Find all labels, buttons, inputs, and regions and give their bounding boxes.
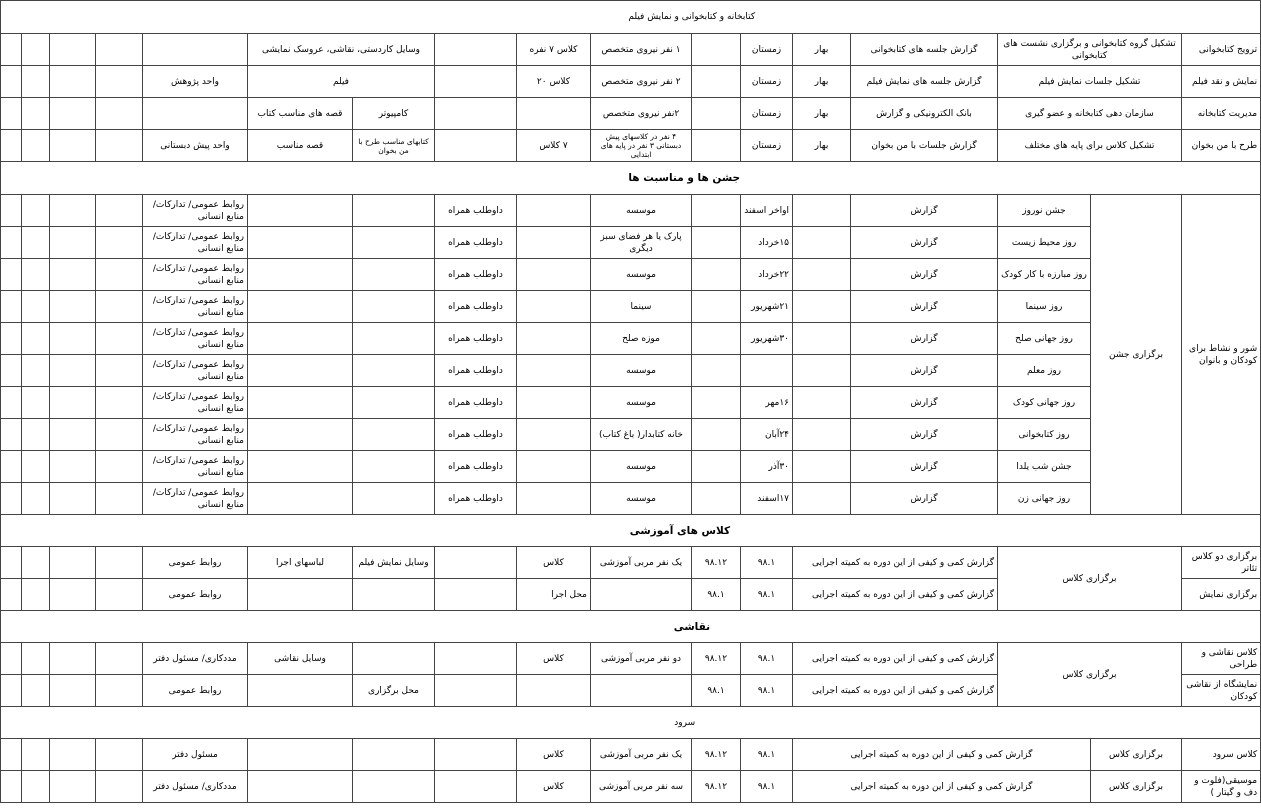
event-name-cell: روز کتابخوانی	[998, 419, 1091, 451]
volunteer-cell: داوطلب همراه	[435, 195, 517, 227]
classes-action-cell: برگزاری کلاس	[998, 547, 1182, 611]
activity-cell: تشکیل کلاس برای پایه های مختلف	[998, 130, 1182, 162]
end-date-cell: ۹۸.۱	[692, 579, 741, 611]
title-cell: برگزاری نمایش	[1182, 579, 1261, 611]
table-row	[1, 739, 1261, 771]
event-name-cell: روز مبارزه با کار کودک	[998, 259, 1091, 291]
start-date-cell: ۹۸.۱	[741, 771, 793, 803]
event-name-cell: روز محیط زیست	[998, 227, 1091, 259]
report-cell: گزارش کمی و کیفی از این دوره به کمیته اجرایی	[793, 643, 998, 675]
report-cell: گزارش کمی و کیفی از این دوره به کمیته اجرایی	[793, 579, 998, 611]
event-name-cell: روز جهانی صلح	[998, 323, 1091, 355]
resources-cell: وسایل کاردستی، نقاشی، عروسک نمایشی	[248, 34, 435, 66]
event-name-cell: جشن نوروز	[998, 195, 1091, 227]
volunteer-cell: داوطلب همراه	[435, 323, 517, 355]
section-title-music: سرود	[1, 707, 1261, 739]
place-cell: موسسه	[591, 451, 692, 483]
report-cell: گزارش کمی و کیفی از این دوره به کمیته اجرایی	[793, 771, 1091, 803]
painting-action-cell: برگزاری کلاس	[998, 643, 1182, 707]
venue-cell: کلاس	[517, 547, 591, 579]
title-cell: کلاس نقاشی و طراحی	[1182, 643, 1261, 675]
venue-cell: کلاس	[517, 771, 591, 803]
unit-cell: واحد پژوهش	[143, 66, 248, 98]
title-cell: نمایشگاه از نقاشی کودکان	[1182, 675, 1261, 707]
extra-cell: کامپیوتر	[353, 98, 435, 130]
resource-cell	[353, 643, 435, 675]
place-cell: موسسه	[591, 355, 692, 387]
season-cell: بهار	[793, 34, 851, 66]
resources-cell: قصه های مناسب کتاب	[248, 98, 353, 130]
responsible-cell: روابط عمومی/ تدارکات/ منابع انسانی	[143, 323, 248, 355]
place-cell: سینما	[591, 291, 692, 323]
responsible-cell: روابط عمومی	[143, 675, 248, 707]
section-header-row	[1, 162, 1261, 195]
venue-cell: کلاس	[517, 739, 591, 771]
section-title-classes: کلاس های آموزشی	[1, 515, 1261, 547]
report-cell: گزارش	[851, 291, 998, 323]
event-name-cell: روز جهانی کودک	[998, 387, 1091, 419]
unit-cell	[143, 34, 248, 66]
staff-cell: ۴ نفر در کلاسهای پیش دبستانی ۳ نفر در پایه های ابتدایی	[591, 130, 692, 162]
start-date-cell: ۹۸.۱	[741, 675, 793, 707]
output-cell: گزارش جلسه های نمایش فیلم	[851, 66, 998, 98]
responsible-cell: روابط عمومی/ تدارکات/ منابع انسانی	[143, 419, 248, 451]
volunteer-cell: داوطلب همراه	[435, 227, 517, 259]
responsible-cell: روابط عمومی	[143, 579, 248, 611]
unit-cell: واحد پیش دبستانی	[143, 130, 248, 162]
venue-cell	[517, 675, 591, 707]
volunteer-cell: داوطلب همراه	[435, 259, 517, 291]
place-cell: موسسه	[591, 387, 692, 419]
audience-cell: ۷ کلاس	[517, 130, 591, 162]
report-cell: گزارش کمی و کیفی از این دوره به کمیته اجرایی	[793, 739, 1091, 771]
resources-cell: فیلم	[248, 66, 435, 98]
event-name-cell: روز سینما	[998, 291, 1091, 323]
audience-cell: کلاس ۷ نفره	[517, 34, 591, 66]
section-title-library: کتابخانه و کتابخوانی و نمایش فیلم	[1, 1, 1261, 34]
resource-cell: وسایل نمایش فیلم	[353, 547, 435, 579]
staff-cell	[591, 675, 692, 707]
activity-cell: تشکیل گروه کتابخوانی و برگزاری نشست های کتابخوانی	[998, 34, 1182, 66]
responsible-cell: مسئول دفتر	[143, 739, 248, 771]
place-cell: خانه کتابدار( باغ کتاب)	[591, 419, 692, 451]
audience-cell: کلاس ۲۰	[517, 66, 591, 98]
season-cell: زمستان	[741, 130, 793, 162]
table-row	[1, 547, 1261, 579]
responsible-cell: روابط عمومی/ تدارکات/ منابع انسانی	[143, 387, 248, 419]
place-cell: موسسه	[591, 259, 692, 291]
table-row	[1, 771, 1261, 803]
resource-cell	[248, 675, 353, 707]
report-cell: گزارش کمی و کیفی از این دوره به کمیته اجرایی	[793, 675, 998, 707]
date-cell: اواخر اسفند	[741, 195, 793, 227]
staff-cell: ۱ نفر نیروی متخصص	[591, 34, 692, 66]
table-row	[1, 643, 1261, 675]
date-cell: ۲۴آبان	[741, 419, 793, 451]
table-row	[1, 34, 1261, 66]
extra-cell	[435, 34, 517, 66]
output-cell: بانک الکترونیکی و گزارش	[851, 98, 998, 130]
extra-cell: کتابهای مناسب طرح با من بخوان	[353, 130, 435, 162]
table-row	[1, 291, 1261, 323]
responsible-cell: روابط عمومی/ تدارکات/ منابع انسانی	[143, 451, 248, 483]
section-title-events: جشن ها و مناسبت ها	[1, 162, 1261, 195]
resource-cell	[353, 579, 435, 611]
table-row	[1, 323, 1261, 355]
events-goal-cell: شور و نشاط برای کودکان و بانوان	[1182, 195, 1261, 515]
table-row	[1, 483, 1261, 515]
section-title-painting: نقاشی	[1, 611, 1261, 643]
season-cell: بهار	[793, 98, 851, 130]
date-cell: ۲۲خرداد	[741, 259, 793, 291]
report-cell: گزارش	[851, 227, 998, 259]
season-cell: بهار	[793, 130, 851, 162]
start-date-cell: ۹۸.۱	[741, 579, 793, 611]
event-name-cell: روز معلم	[998, 355, 1091, 387]
output-cell: گزارش جلسات با من بخوان	[851, 130, 998, 162]
title-cell: برگزاری دو کلاس تئاتر	[1182, 547, 1261, 579]
table-row	[1, 419, 1261, 451]
place-cell: موسسه	[591, 483, 692, 515]
responsible-cell: روابط عمومی/ تدارکات/ منابع انسانی	[143, 483, 248, 515]
section-header-row	[1, 611, 1261, 643]
responsible-cell: روابط عمومی/ تدارکات/ منابع انسانی	[143, 195, 248, 227]
staff-cell: یک نفر مربی آموزشی	[591, 739, 692, 771]
end-date-cell: ۹۸.۱۲	[692, 643, 741, 675]
report-cell: گزارش	[851, 355, 998, 387]
report-cell: گزارش	[851, 259, 998, 291]
staff-cell: یک نفر مربی آموزشی	[591, 547, 692, 579]
volunteer-cell: داوطلب همراه	[435, 355, 517, 387]
volunteer-cell: داوطلب همراه	[435, 483, 517, 515]
table-row	[1, 98, 1261, 130]
action-cell: برگزاری کلاس	[1091, 771, 1182, 803]
title-cell: کلاس سرود	[1182, 739, 1261, 771]
season-cell: زمستان	[741, 66, 793, 98]
title-cell: موسیقی(فلوت و دف و گیتار )	[1182, 771, 1261, 803]
date-cell: ۳۰شهریور	[741, 323, 793, 355]
report-cell: گزارش	[851, 419, 998, 451]
end-date-cell: ۹۸.۱۲	[692, 547, 741, 579]
volunteer-cell: داوطلب همراه	[435, 419, 517, 451]
resource-cell	[248, 579, 353, 611]
report-cell: گزارش	[851, 483, 998, 515]
end-date-cell: ۹۸.۱۲	[692, 739, 741, 771]
table-row	[1, 66, 1261, 98]
table-row	[1, 259, 1261, 291]
table-row	[1, 227, 1261, 259]
section-header-row	[1, 515, 1261, 547]
report-cell: گزارش کمی و کیفی از این دوره به کمیته اجرایی	[793, 547, 998, 579]
title-cell: مدیریت کتابخانه	[1182, 98, 1261, 130]
report-cell: گزارش	[851, 387, 998, 419]
resource-cell: لباسهای اجرا	[248, 547, 353, 579]
date-cell	[741, 355, 793, 387]
event-name-cell: جشن شب یلدا	[998, 451, 1091, 483]
volunteer-cell: داوطلب همراه	[435, 291, 517, 323]
date-cell: ۱۵خرداد	[741, 227, 793, 259]
volunteer-cell: داوطلب همراه	[435, 387, 517, 419]
event-name-cell: روز جهانی زن	[998, 483, 1091, 515]
start-date-cell: ۹۸.۱	[741, 547, 793, 579]
activity-cell: تشکیل جلسات نمایش فیلم	[998, 66, 1182, 98]
place-cell: موزه صلح	[591, 323, 692, 355]
extra-cell	[435, 66, 517, 98]
resources-cell: قصه مناسب	[248, 130, 353, 162]
report-cell: گزارش	[851, 195, 998, 227]
place-cell: پارک یا هر فضای سبز دیگری	[591, 227, 692, 259]
table-row	[1, 355, 1261, 387]
responsible-cell: مددکاری/ مسئول دفتر	[143, 643, 248, 675]
title-cell: ترویج کتابخوانی	[1182, 34, 1261, 66]
activity-cell: سازمان دهی کتابخانه و عضو گیری	[998, 98, 1182, 130]
end-date-cell: ۹۸.۱۲	[692, 771, 741, 803]
volunteer-cell: داوطلب همراه	[435, 451, 517, 483]
end-date-cell: ۹۸.۱	[692, 675, 741, 707]
section-header-row	[1, 1, 1261, 34]
date-cell: ۱۷اسفند	[741, 483, 793, 515]
events-action-cell: برگزاری جشن	[1091, 195, 1182, 515]
table-row	[1, 387, 1261, 419]
resource-cell: محل برگزاری	[353, 675, 435, 707]
staff-cell: ۲ نفر نیروی متخصص	[591, 66, 692, 98]
section-header-row	[1, 707, 1261, 739]
responsible-cell: روابط عمومی/ تدارکات/ منابع انسانی	[143, 291, 248, 323]
place-cell: موسسه	[591, 195, 692, 227]
venue-cell: کلاس	[517, 643, 591, 675]
season-cell: زمستان	[741, 34, 793, 66]
output-cell: گزارش جلسه های کتابخوانی	[851, 34, 998, 66]
responsible-cell: روابط عمومی/ تدارکات/ منابع انسانی	[143, 259, 248, 291]
date-cell: ۲۱شهریور	[741, 291, 793, 323]
venue-cell: محل اجرا	[517, 579, 591, 611]
table-row	[1, 130, 1261, 162]
season-cell: بهار	[793, 66, 851, 98]
audience-cell	[517, 98, 591, 130]
action-cell: برگزاری کلاس	[1091, 739, 1182, 771]
resource-cell: وسایل نقاشی	[248, 643, 353, 675]
date-cell: ۳۰آذر	[741, 451, 793, 483]
title-cell: نمایش و نقد فیلم	[1182, 66, 1261, 98]
season-cell: زمستان	[741, 98, 793, 130]
responsible-cell: روابط عمومی/ تدارکات/ منابع انسانی	[143, 227, 248, 259]
table-row	[1, 451, 1261, 483]
responsible-cell: روابط عمومی	[143, 547, 248, 579]
staff-cell: ۲نفر نیروی متخصص	[591, 98, 692, 130]
responsible-cell: مددکاری/ مسئول دفتر	[143, 771, 248, 803]
unit-cell	[143, 98, 248, 130]
start-date-cell: ۹۸.۱	[741, 739, 793, 771]
staff-cell: سه نفر مربی آموزشی	[591, 771, 692, 803]
table-row	[1, 195, 1261, 227]
responsible-cell: روابط عمومی/ تدارکات/ منابع انسانی	[143, 355, 248, 387]
staff-cell: دو نفر مربی آموزشی	[591, 643, 692, 675]
report-cell: گزارش	[851, 451, 998, 483]
title-cell: طرح با من بخوان	[1182, 130, 1261, 162]
staff-cell	[591, 579, 692, 611]
date-cell: ۱۶مهر	[741, 387, 793, 419]
report-cell: گزارش	[851, 323, 998, 355]
start-date-cell: ۹۸.۱	[741, 643, 793, 675]
